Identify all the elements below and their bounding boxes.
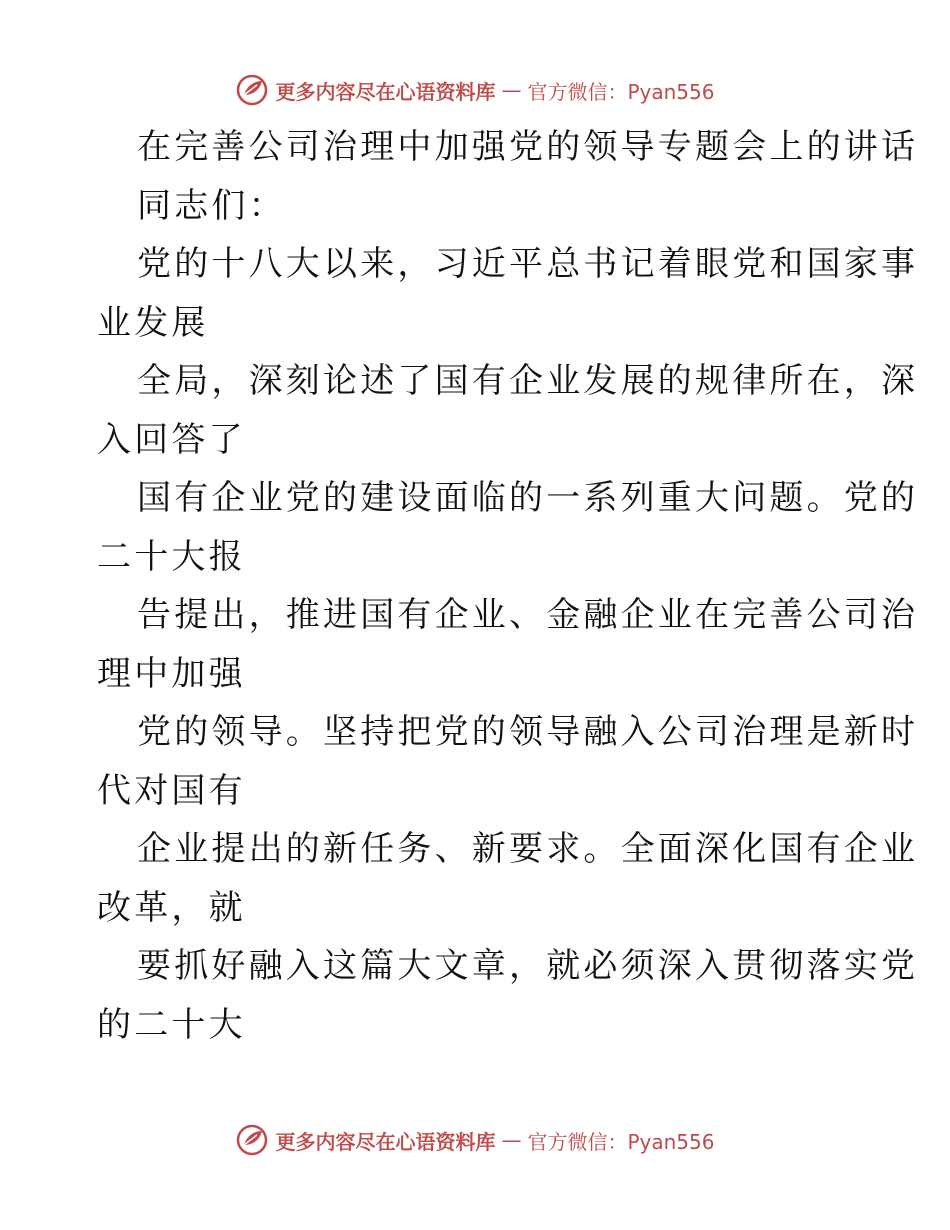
document-title: 在完善公司治理中加强党的领导专题会上的讲话 [137,127,919,167]
paragraph-line: 二十大报 [97,536,246,577]
paragraph-line: 代对国有 [97,770,246,811]
paragraph-line: 国有企业党的建设面临的一系列重大问题。党的 [137,478,919,518]
salutation: 同志们： [137,185,286,226]
paragraph-line: 全局，深刻论述了国有企业发展的规律所在，深 [137,361,919,401]
leaf-logo-icon [235,1123,269,1157]
paragraph-line: 的二十大 [97,1004,246,1045]
watermark-brand: 更多内容尽在心语资料库 [275,1129,496,1154]
paragraph-line: 理中加强 [97,653,246,694]
leaf-logo-icon [235,73,269,107]
paragraph-line: 党的十八大以来，习近平总书记着眼党和国家事 [137,244,919,284]
watermark-brand: 更多内容尽在心语资料库 [275,79,496,104]
watermark-wechat: 官方微信：Pyan556 [527,79,715,104]
watermark-wechat: 官方微信：Pyan556 [527,1129,715,1154]
watermark-separator: — [501,78,522,102]
paragraph-line: 党的领导。坚持把党的领导融入公司治理是新时 [137,712,919,752]
watermark-separator: — [501,1128,522,1152]
paragraph-line: 入回答了 [97,419,246,460]
header-watermark [0,70,950,110]
paragraph-line: 要抓好融入这篇大文章，就必须深入贯彻落实党 [137,946,919,986]
document-body [97,118,919,1054]
paragraph-line: 业发展 [97,302,209,343]
paragraph-line: 告提出，推进国有企业、金融企业在完善公司治 [137,595,919,635]
paragraph-line: 改革，就 [97,887,246,928]
footer-watermark [0,1120,950,1160]
paragraph-line: 企业提出的新任务、新要求。全面深化国有企业 [137,829,919,869]
